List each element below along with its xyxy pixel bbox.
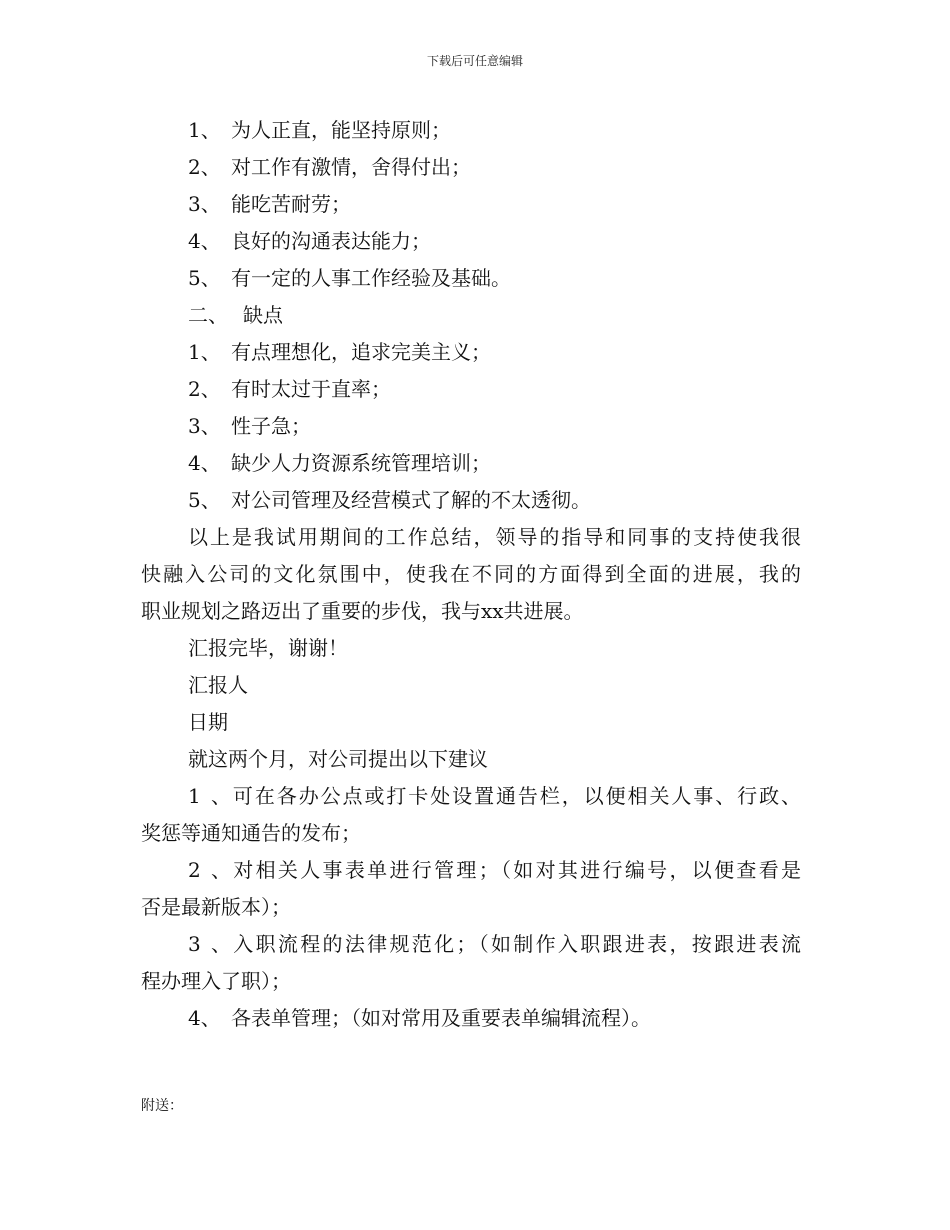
weakness-item xyxy=(141,445,801,482)
strength-item xyxy=(141,223,801,260)
reporter-label: 汇报人 xyxy=(188,673,248,697)
suggestion-item xyxy=(141,778,801,815)
item-number: 4、 xyxy=(188,451,221,475)
strength-item xyxy=(141,186,801,223)
page-header: 下载后可任意编辑 xyxy=(426,54,523,68)
item-number: 1、 xyxy=(188,118,221,142)
item-number: 3、 xyxy=(188,192,221,216)
summary-line: 职业规划之路迈出了重要的步伐，我与xx共进展。 xyxy=(141,599,584,623)
strength-item xyxy=(141,112,801,149)
summary-line: 快融入公司的文化氛围中，使我在不同的方面得到全面的进展，我的 xyxy=(141,562,801,586)
section-title: 缺点 xyxy=(243,303,283,327)
item-text: 对公司管理及经营模式了解的不太透彻。 xyxy=(231,488,591,512)
suggestion-continuation: 奖惩等通知通告的发布； xyxy=(141,821,361,845)
item-text: 为人正直，能坚持原则； xyxy=(231,118,451,142)
suggestion-continuation: 否是最新版本）； xyxy=(141,895,291,919)
suggestions-intro: 就这两个月，对公司提出以下建议 xyxy=(188,747,488,771)
suggestion-continuation: 程办理入了职）； xyxy=(141,969,291,993)
item-text: 能吃苦耐劳； xyxy=(231,192,351,216)
item-number: 5、 xyxy=(188,488,221,512)
weakness-item xyxy=(141,371,801,408)
item-text: 有点理想化，追求完美主义； xyxy=(231,340,491,364)
item-text: 性子急； xyxy=(231,414,311,438)
item-text: 良好的沟通表达能力； xyxy=(231,229,431,253)
item-number: 3、 xyxy=(188,932,231,956)
item-number: 2、 xyxy=(188,155,221,179)
appendix-label: 附送： xyxy=(141,1098,183,1114)
item-number: 2、 xyxy=(188,377,221,401)
item-text: 对相关人事表单进行管理；（如对其进行编号，以便查看是 xyxy=(231,858,801,882)
strength-item xyxy=(141,260,801,297)
suggestion-item xyxy=(141,852,801,889)
item-text: 入职流程的法律规范化；（如制作入职跟进表，按跟进表流 xyxy=(231,932,801,956)
item-text: 有一定的人事工作经验及基础。 xyxy=(231,266,511,290)
item-text: 缺少人力资源系统管理培训； xyxy=(231,451,491,475)
weakness-item xyxy=(141,334,801,371)
item-text: 各表单管理；（如对常用及重要表单编辑流程）。 xyxy=(231,1006,651,1030)
summary-line: 以上是我试用期间的工作总结，领导的指导和同事的支持使我很 xyxy=(188,525,801,549)
item-number: 1、 xyxy=(188,784,231,808)
section-number: 二、 xyxy=(188,303,228,327)
document-body xyxy=(141,112,801,1037)
weakness-item xyxy=(141,408,801,445)
weakness-item xyxy=(141,482,801,519)
date-label: 日期 xyxy=(188,710,228,734)
strength-item xyxy=(141,149,801,186)
item-text: 有时太过于直率； xyxy=(231,377,391,401)
item-number: 3、 xyxy=(188,414,221,438)
suggestion-item xyxy=(141,926,801,963)
item-number: 2、 xyxy=(188,858,231,882)
item-text: 可在各办公点或打卡处设置通告栏，以便相关人事、行政、 xyxy=(231,784,801,808)
item-number: 1、 xyxy=(188,340,221,364)
suggestion-item xyxy=(141,1000,801,1037)
section-heading-weaknesses xyxy=(141,297,801,334)
item-text: 对工作有激情，舍得付出； xyxy=(231,155,471,179)
item-number: 4、 xyxy=(188,229,221,253)
item-number: 5、 xyxy=(188,266,221,290)
item-number: 4、 xyxy=(188,1006,221,1030)
closing-thanks: 汇报完毕，谢谢！ xyxy=(188,636,348,660)
